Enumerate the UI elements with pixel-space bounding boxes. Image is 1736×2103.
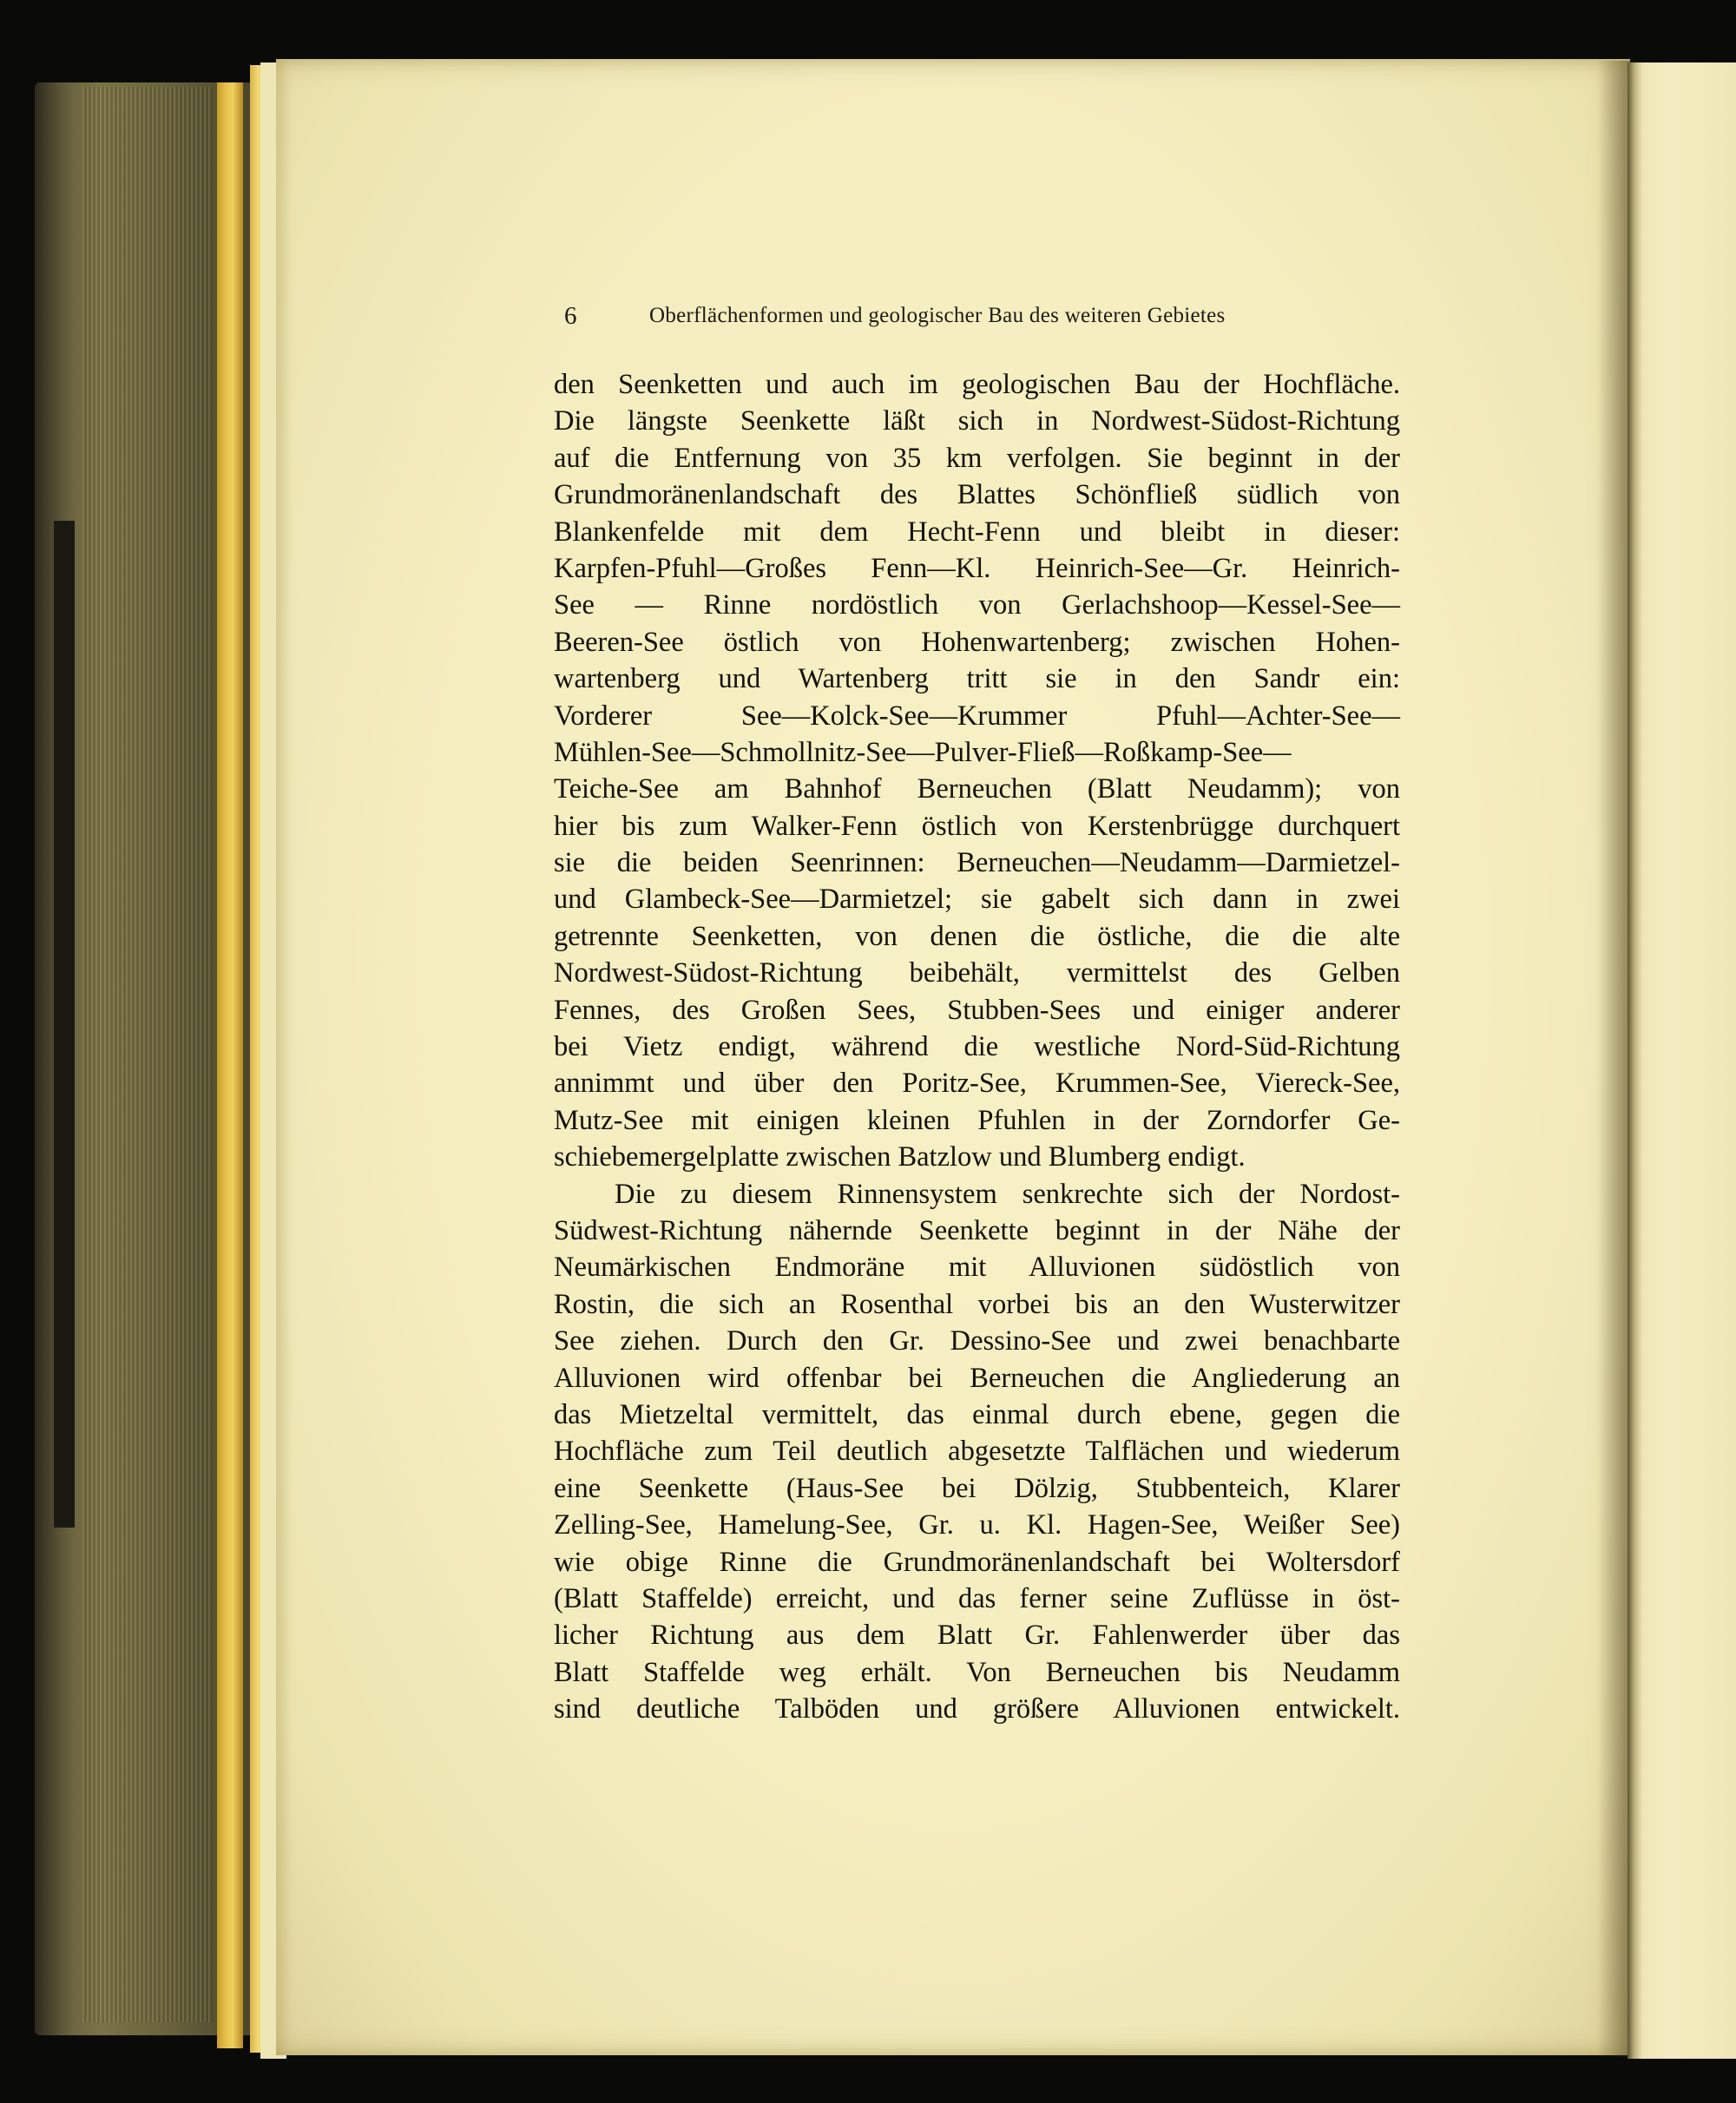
text-line: Südwest-Richtung nähernde Seenkette beginnt in der Nähe der	[554, 1214, 1400, 1246]
text-line: Karpfen-Pfuhl—Großes Fenn—Kl. Heinrich-See—Gr. Heinrich-	[554, 552, 1400, 584]
text-line: sie die beiden Seenrinnen: Berneuchen—Neudamm—Darmietzel-	[554, 847, 1400, 879]
page-header	[564, 302, 1319, 337]
left-page-edges	[82, 87, 213, 2022]
text-line: und Glambeck-See—Darmietzel; sie gabelt sich dann in zwei	[554, 884, 1400, 916]
text-line: den Seenketten und auch im geologischen Bau der Hochfläche.	[554, 369, 1400, 400]
text-line: Grundmoränenlandschaft des Blattes Schönfließ südlich von	[554, 479, 1400, 511]
text-line: Rostin, die sich an Rosenthal vorbei bis an den Wusterwitzer	[554, 1288, 1400, 1320]
text-line: (Blatt Staffelde) erreicht, und das ferner seine Zuflüsse in öst-	[554, 1582, 1400, 1614]
gilt-page-edge	[217, 82, 243, 2048]
text-line: bei Vietz endigt, während die westliche Nord-Süd-Richtung	[554, 1031, 1400, 1063]
body-text	[554, 366, 1400, 1727]
text-line: Hochfläche zum Teil deutlich abgesetzte Talflächen und wiederum	[554, 1436, 1400, 1468]
text-line: Teiche-See am Bahnhof Berneuchen (Blatt Neudamm); von	[554, 773, 1400, 805]
page-number: 6	[564, 302, 577, 330]
text-line: Neumärkischen Endmoräne mit Alluvionen südöstlich von	[554, 1252, 1400, 1284]
text-line: wartenberg und Wartenberg tritt sie in den Sandr ein:	[554, 663, 1400, 695]
running-title: Oberflächenformen und geologischer Bau des weiteren Gebietes	[649, 304, 1226, 327]
text-line: Fennes, des Großen Sees, Stubben-Sees und einiger anderer	[554, 994, 1400, 1026]
left-cover-edge	[54, 521, 75, 1528]
paragraph-2	[554, 1176, 1400, 1728]
text-line: Mühlen-See—Schmollnitz-See—Pulver-Fließ—Roßkamp-See—	[554, 736, 1292, 768]
text-line: schiebemergelplatte zwischen Batzlow und Blumberg endigt.	[554, 1141, 1246, 1173]
text-line: licher Richtung aus dem Blatt Gr. Fahlenwerder über das	[554, 1620, 1400, 1652]
text-line: Nordwest-Südost-Richtung beibehält, vermittelst des Gelben	[554, 957, 1400, 989]
text-line: Zelling-See, Hamelung-See, Gr. u. Kl. Hagen-See, Weißer See)	[554, 1509, 1400, 1541]
text-line: Mutz-See mit einigen kleinen Pfuhlen in der Zorndorfer Ge-	[554, 1104, 1400, 1136]
text-line: Blankenfelde mit dem Hecht-Fenn und bleibt in dieser:	[554, 516, 1400, 548]
text-line: hier bis zum Walker-Fenn östlich von Kerstenbrügge durchquert	[554, 810, 1400, 842]
text-line: das Mietzeltal vermittelt, das einmal durch ebene, gegen die	[554, 1398, 1400, 1430]
text-line: Die längste Seenkette läßt sich in Nordwest-Südost-Richtung	[554, 405, 1400, 437]
paragraph-1	[554, 366, 1400, 1176]
text-line: Beeren-See östlich von Hohenwartenberg; zwischen Hohen-	[554, 626, 1400, 658]
text-line: Alluvionen wird offenbar bei Berneuchen die Angliederung an	[554, 1362, 1400, 1394]
text-line: sind deutliche Talböden und größere Alluvionen entwickelt.	[554, 1693, 1400, 1725]
text-line: Die zu diesem Rinnensystem senkrechte sich der Nordost-	[615, 1178, 1400, 1210]
text-line: See — Rinne nordöstlich von Gerlachshoop—Kessel-See—	[554, 589, 1400, 621]
text-line: Vorderer See—Kolck-See—Krummer Pfuhl—Achter-See—	[554, 700, 1400, 732]
text-line: Blatt Staffelde weg erhält. Von Berneuchen bis Neudamm	[554, 1656, 1400, 1688]
text-line: wie obige Rinne die Grundmoränenlandschaft bei Woltersdorf	[554, 1546, 1400, 1578]
text-line: eine Seenkette (Haus-See bei Dölzig, Stubbenteich, Klarer	[554, 1472, 1400, 1504]
text-line: See ziehen. Durch den Gr. Dessino-See und zwei benachbarte	[554, 1325, 1400, 1357]
text-line: annimmt und über den Poritz-See, Krummen-See, Viereck-See,	[554, 1068, 1400, 1100]
facing-page-edge	[1628, 62, 1736, 2059]
text-line: auf die Entfernung von 35 km verfolgen. Sie beginnt in der	[554, 442, 1400, 474]
text-line: getrennte Seenketten, von denen die östliche, die die alte	[554, 920, 1400, 952]
